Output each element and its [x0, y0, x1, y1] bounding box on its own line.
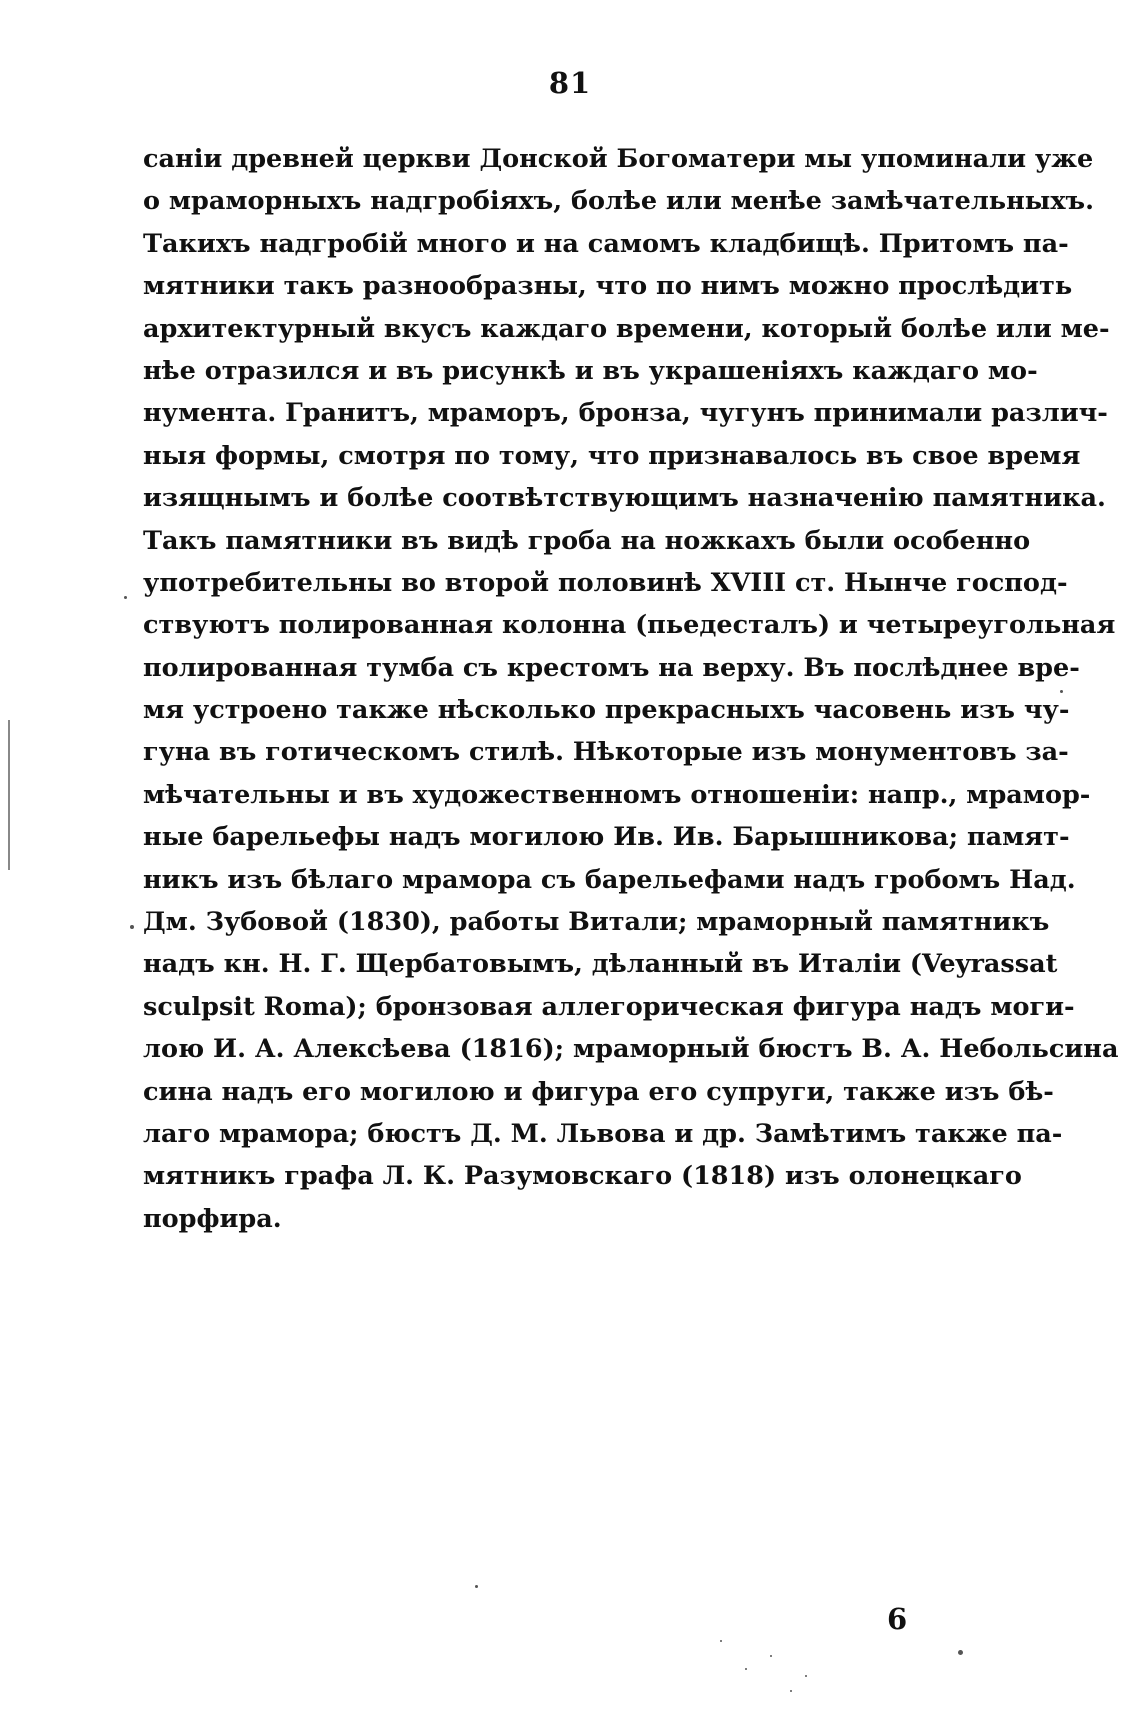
scan-speck	[745, 1668, 747, 1670]
text-line: ные барельефы надъ могилою Ив. Ив. Барышникова; памят-	[143, 822, 1070, 853]
text-line: нѣе отразился и въ рисункѣ и въ украшенiяхъ каждаго мо-	[143, 355, 1038, 386]
text-line: лаго мрамора; бюстъ Д. М. Львова и др. Замѣтимъ также па-	[143, 1118, 1063, 1149]
text-line: гуна въ готическомъ стилѣ. Нѣкоторые изъ монументовъ за-	[143, 737, 1069, 768]
text-line: изящнымъ и болѣе соотвѣтствующимъ назначенiю памятника.	[143, 483, 1106, 514]
text-line-last: порфира.	[143, 1203, 282, 1234]
text-line: лою И. А. Алексѣева (1816); мраморный бюстъ В. А. Небольсина	[143, 1034, 1119, 1065]
text-line: нумента. Гранитъ, мраморъ, бронза, чугунъ принимали различ-	[143, 398, 1108, 429]
text-line: санiи древней церкви Донской Богоматери мы упоминали уже	[143, 144, 1094, 174]
scan-speck	[124, 596, 127, 599]
text-line: никъ изъ бѣлаго мрамора съ барельефами надъ гробомъ Над.	[143, 864, 1076, 895]
text-line: употребительны во второй половинѣ XVIII ст. Нынче господ-	[143, 567, 1068, 598]
text-line: ныя формы, смотря по тому, что признавалось въ свое время	[143, 440, 1081, 471]
signature-mark: 6	[887, 1602, 908, 1636]
text-line: Дм. Зубовой (1830), работы Витали; мраморный памятникъ	[143, 907, 1050, 938]
page-number: 81	[548, 66, 592, 100]
scan-speck	[475, 1585, 478, 1588]
scan-speck	[130, 925, 134, 929]
body-text	[143, 138, 1119, 1240]
scan-speck	[770, 1655, 772, 1657]
scan-speck	[720, 1640, 722, 1642]
text-line: мя устроено также нѣсколько прекрасныхъ часовень изъ чу-	[143, 695, 1070, 726]
text-line: о мраморныхъ надгробiяхъ, болѣе или менѣе замѣчательныхъ.	[143, 186, 1094, 217]
scan-margin-rule	[8, 720, 10, 870]
text-line: ствуютъ полированная колонна (пьедесталъ) и четыреугольная	[143, 610, 1116, 641]
text-line: мѣчательны и въ художественномъ отношенiи: напр., мрамор-	[143, 779, 1091, 810]
text-line: Такъ памятники въ видѣ гроба на ножкахъ были особенно	[143, 525, 1031, 556]
text-line: сина надъ его могилою и фигура его супруги, также изъ бѣ-	[143, 1076, 1054, 1107]
text-line: надъ кн. Н. Г. Щербатовымъ, дѣланный въ Италiи (Veyrassat	[143, 949, 1058, 980]
scan-speck	[805, 1675, 807, 1677]
text-line: полированная тумба съ крестомъ на верху. Въ послѣднее вре-	[143, 652, 1080, 683]
text-line: мятники такъ разнообразны, что по нимъ можно прослѣдить	[143, 271, 1073, 302]
text-line: архитектурный вкусъ каждаго времени, который болѣе или ме-	[143, 313, 1110, 344]
scan-speck	[790, 1690, 792, 1692]
text-line: Такихъ надгробiй много и на самомъ кладбищѣ. Притомъ па-	[143, 228, 1069, 259]
text-line: sculpsit Roma); бронзовая аллегорическая фигура надъ моги-	[143, 991, 1075, 1022]
text-line: мятникъ графа Л. К. Разумовскаго (1818) изъ олонецкаго	[143, 1161, 1022, 1192]
scan-speck	[958, 1650, 963, 1655]
scan-speck	[1060, 690, 1063, 693]
